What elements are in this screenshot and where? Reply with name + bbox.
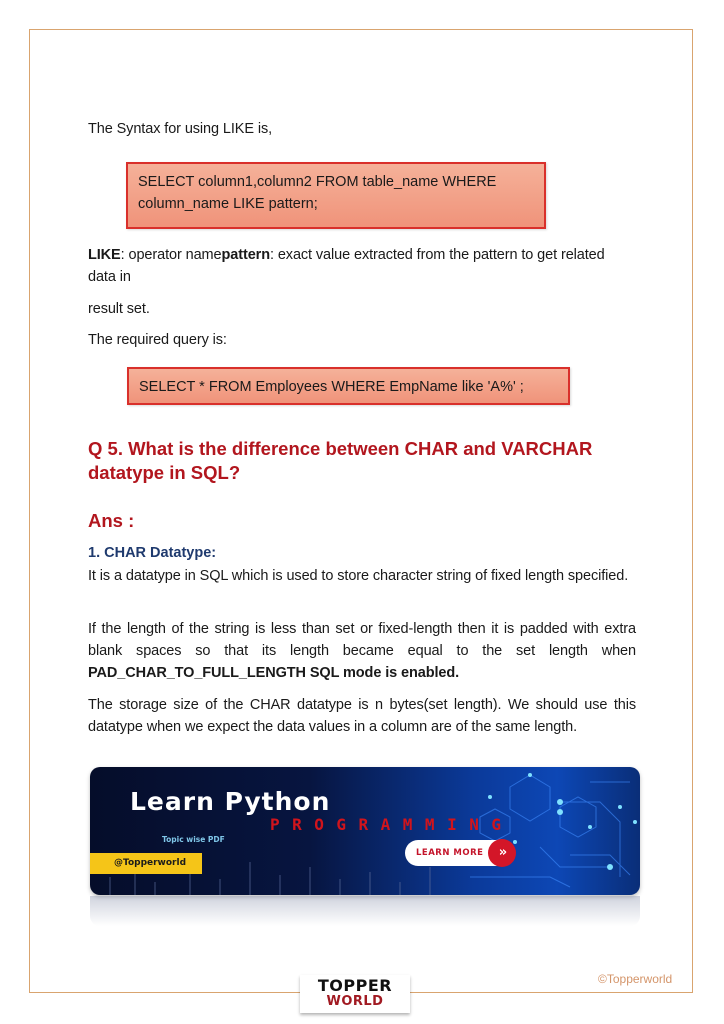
learn-python-banner[interactable]	[90, 767, 640, 895]
double-chevron-right-icon: »	[488, 839, 516, 867]
query-code-box	[127, 367, 570, 405]
pattern-desc: : exact value extracted from the pattern to get related data in	[88, 247, 605, 285]
learn-more-button[interactable]	[405, 840, 515, 866]
section-char-heading: 1. CHAR Datatype:	[88, 545, 217, 561]
result-set-text: result set.	[88, 301, 150, 317]
query-code-text: SELECT * FROM Employees WHERE EmpName like 'A%' ;	[139, 379, 524, 395]
pattern-label: pattern	[221, 247, 270, 263]
char-paragraph-2-bold: PAD_CHAR_TO_FULL_LENGTH SQL mode is enabled.	[88, 665, 460, 681]
like-desc: : operator name	[120, 247, 222, 263]
syntax-code-line-1: SELECT column1,column2 FROM table_name WHERE	[138, 174, 497, 190]
char-paragraph-1: It is a datatype in SQL which is used to store character string of fixed length specified.	[88, 568, 629, 584]
syntax-code-box	[126, 162, 546, 229]
answer-label: Ans :	[88, 510, 135, 531]
syntax-intro: The Syntax for using LIKE is,	[88, 121, 273, 137]
like-description	[88, 244, 628, 288]
required-query-label: The required query is:	[88, 332, 227, 348]
char-paragraph-3: The storage size of the CHAR datatype is n bytes(set length). We should use this datatype when we expect the data values in a column are of the same length.	[88, 697, 636, 735]
topperworld-logo	[300, 975, 410, 1013]
question-heading: Q 5. What is the difference between CHAR and VARCHAR datatype in SQL?	[88, 438, 593, 483]
learn-more-label: LEARN MORE	[416, 848, 484, 858]
banner-handle: @Topperworld	[90, 853, 202, 874]
char-paragraph-2	[88, 618, 636, 684]
banner-subtitle: PROGRAMMING	[270, 815, 514, 834]
logo-topper: TOPPER	[317, 976, 393, 995]
copyright-text: ©Topperworld	[598, 972, 673, 986]
char-paragraph-2-text: If the length of the string is less than set or fixed-length then it is padded with extra blank spaces so that its length became equal to the set length when	[88, 621, 636, 659]
banner-title: Learn Python	[130, 787, 331, 816]
like-label: LIKE	[88, 247, 121, 263]
logo-world: WORLD	[326, 994, 384, 1009]
banner-reflection	[90, 896, 640, 926]
syntax-code-line-2: column_name LIKE pattern;	[138, 196, 318, 212]
banner-topic: Topic wise PDF	[162, 835, 225, 844]
